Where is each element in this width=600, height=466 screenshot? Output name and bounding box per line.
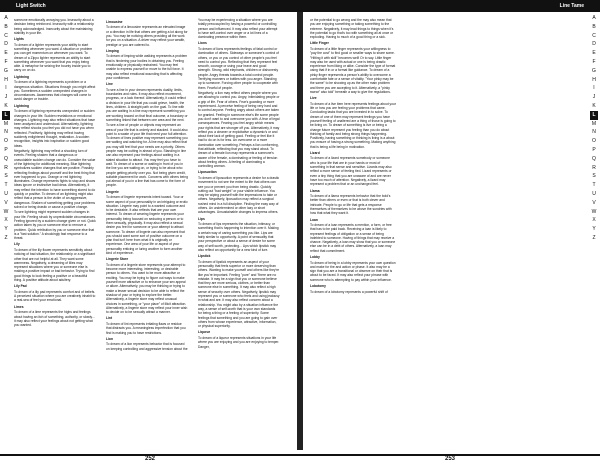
thumb-tab-w: W xyxy=(591,208,597,215)
thumb-tab-d: D xyxy=(592,41,596,48)
thumb-tab-t: T xyxy=(4,182,8,189)
thumb-tab-d: D xyxy=(4,41,8,48)
right-page-column-1 xyxy=(310,18,396,295)
left-page-column-3 xyxy=(198,18,280,350)
entry-headword: Lobby xyxy=(310,255,320,260)
thumb-tab-p: P xyxy=(592,146,596,153)
entry-paragraph: To dream of a loan represents a mention, a form, or free that has to be paid back. Receiving a loan is likely to represent feelings of obligation or a sense of being indebted to someone. Having of things that may receive a chance. Negatively, a loan may show that you or someone else can be in a debt of others. Alternatively, a loan may reflect that commitment. xyxy=(310,223,396,253)
thumb-tab-k: K xyxy=(4,102,8,109)
entry-paragraph: You may be experiencing a situation where you are totally preoccupied by having a powerful or controlling person and influenced. It may also reflect your attempt to have self-control over anger or a lot lines of a dominating presence within them. xyxy=(198,18,278,40)
entry-headword: Lingerie xyxy=(106,189,119,194)
thumb-tab-m: M xyxy=(591,120,597,127)
entry-paragraph: To dream of a llama represents behavior that the bold's better than others or even or that is both clever and intricate. People to go or life that gets a response themselves of themselves to be above the sundries with how that what they want it. xyxy=(310,194,392,216)
thumb-tab-q: Q xyxy=(4,155,8,162)
entry-paragraph: To dream of a lightning represents a problem or a dangerous situation. Situations through you might affect you. Sometimes a sudden unexpected changes in circumstances. Awareness that changes will come to avoid danger or trouble. xyxy=(14,80,96,102)
thumb-tab-l: L xyxy=(590,111,598,120)
entry-headword: Liqueur xyxy=(198,330,211,335)
thumb-tab-s: S xyxy=(4,173,8,180)
entry-headword: Limousine xyxy=(106,20,123,24)
entry-paragraph: To see a line of people or objects may represent an area of your life that is orderly and stacked. It could also point to a waste of your life that need your full attention. To dream of lines positive may represent something you are waiting and watching for. A line may also reflect that you may still feel that your needs are a priority. Others people may be cutting in ahead of you. Standing in line can also represent your feelings about waiting in a stated situation to attract. You may feel you have to wait. To dream of a scene or waiting in front of you in the line you are waiting on, or trying to be about who people getting priority over you. Not being given credit, suitable placement for work. Concerns with others being put ahead of you in a line that has come to the form of people. xyxy=(106,123,188,188)
entry-paragraph: or the potential to go wrong and the may also mean that you are enjoying something or taking something to the extreme. Negatively, it may lead things to things when it's the potential to go that's too with something all at once or exploding. Having to much of a good thing or a sick. xyxy=(310,18,394,40)
entry-paragraph: To dream of a lighter represents your ability to start something whenever you want. A situation or problem you can get momentum on whenever you want. To dream of a Zippo lighter represents an ability to start something whenever you want that you enjoy being able. A metaphor for seizing the bounty inside you to carry on on do. xyxy=(14,42,93,73)
entry-headword: Lightning xyxy=(14,74,30,79)
entry-headword: Line xyxy=(106,82,113,87)
entry-headword: Lips xyxy=(198,216,205,221)
entry-paragraph: To dream of a lingerie store represents your attempt to become more interesting, interesting, or desirable person to others. You want to be more attractive or exciting. You may be trying to figure out ways to make yourself more attractive or to enhance your sex appeal or allure. Alternatively, you may be thinking or trying to make a lesser sexual decision to be able to reflect the shadow of your or trying to explore the better. Alternatively, a lingerie store may reflect unusual choices in something, or "your place" of illicit attraction. Alternatively, a lingerie store may reflect your inner wish to decide on to be sexually attract a manner. xyxy=(106,262,188,315)
entry-headword: Llama xyxy=(310,188,320,193)
thumb-tab-j: J xyxy=(4,94,8,101)
entry-paragraph: Negatively, a lion may reflect others people where you are allowing to control you. Angry, intimidating people or a grip of life. Fear of others. Fear's guarding or more experienced. A perceive feeling of being very hard and to control anyone. Feeling angry about others are taken for granted. Feeling in someone else's life some people you don't want to and overcome you with. A fear of legal consequences. Fearing you feel angry which means your rights that are stronger off you. Alternatively, it may reflect you a cleaner or exploitative a dynamic's or and about their lack of getting good. Feeling or feel like it had to do on is for less. An overcome or a more domination over something. Perhaps a lion conforming, that attitude, reflecting that you may stand about. To dream of a female lion may represents a someone's aware of the female, a dominating or feeling of tension about feeling others. A feeling of dominating a controlling woman. xyxy=(198,91,280,169)
thumb-tab-g: G xyxy=(592,67,596,74)
right-header-title: Line Tame xyxy=(559,3,584,9)
thumb-tab-i: I xyxy=(593,85,595,92)
thumb-tab-n: N xyxy=(4,129,8,136)
entry-paragraph: To dream of the lily flower represents sensitivity about noticing of bad situation, the relationship or a significant other that are not helpful at all. They want some warmness. Negatively, a dreaming of lilies may represent situations where you or someone else is making a positive impact or bad behavior. Trying to find good things to look feeling a positive or a beautiful thing. A positive attitude about adultery. xyxy=(14,247,96,283)
entry-paragraph: someone emotionally annoying you. Insecurity about a decision being reinforced. Insecurity with a relationship being acknowledged. Insecurity about the maintaining stability in your life. xyxy=(14,18,94,35)
entry-headword: Limes xyxy=(14,304,24,309)
entry-paragraph: To dream of a live item here represents feelings about your life or how you are feeling your problems that came. Conducting tasks that you are invested in to solve. To dream of one of them may represent feelings you have yourself feeling of unaltered are a thing of those is going to be living on. To dream of something is live or being a change future represent you feeling than you do about thinking of family and being strong things happening. Positively, having something or thinking is living is a about you ensure of having a strong something. Making anything that is being a life being in motivation. xyxy=(310,101,396,149)
entry-headword: Lightning xyxy=(14,103,30,108)
thumb-tab-a: A xyxy=(592,15,596,21)
left-page-column-2 xyxy=(106,18,188,352)
entry-headword: Lights xyxy=(14,37,24,42)
entry-paragraph: To see a line in your dream represents duality, limits, boundaries and rules. It may also reflect movement, progress, or a lack thereof. Alternatively, it could reflect a division in your life that you could grieve, health, the lines, children. A straight path on the goal. To line with you are waiting in a line may represent something you are working toward on that final outcome, a boundary or something linked that between one area and the next. xyxy=(106,87,188,122)
entry-headword: Lizard xyxy=(310,150,320,155)
entry-headword: Lions xyxy=(198,41,207,46)
entry-paragraph: To dream of liposuction represents a desire for a drastic movement to not see the extent to life that others can see you or prevent you from being drastic. Quickly cutting out "bad weight" or your visible influence. You may be wiping yourself with the impressions to take or others. Negatively, liposuction may reflect a surgical rushed mind in a full discipline. Finding the easy way of others. An undetermined or other lazy or short advantages. Unsustainable changes to impress others. xyxy=(198,175,280,215)
thumb-tab-v: V xyxy=(4,199,8,206)
entry-paragraph: Negatively, lightning may reflect a shocking turn of events. Feeling shaken that a dangerous or unavoidable sudden change can do. Consider the value of the lightning for additional meaning. Blue lightning symbolizes sudden changes that are positive. Possibly reflecting findings about yourself and the best thing that ever happened to you. Orange or red lightning illuminates. Orange represents fights to stop and shows ideas ignore or instinctive bad ideas. Alternatively, it may reflect the intention to have something stored to do quickly or positive. To dream of an lightning might also reflect that a person is the victim of an aggressive, dangerous. Shaken of something getting your problems solved or being drastic or cause a positive change. xyxy=(14,149,96,209)
thumb-tab-a: A xyxy=(4,15,8,21)
entry-paragraph: To dream of lipstick represents an aspect of your personality that feels superior or more deserving than others. Wanting to make yourself and others like they're like you're important. Feeling "pure" and "there are no mistake. It may be a sign that you or someone believe that they are more serious, clothes, or better than someone else in something. It may also reflect a high sense of security over others. Negatively, lipstick may represent you or someone who feels and using jealousy in what and are. It may also reflect concern about a relationship. You might also by a situation influence the way, a sense of self-worth that is your own standards for being a thing or a feeling of superiority. Some feelings that something and you are going to gain over others from whose experience, attractive, information, or physical superiority. xyxy=(198,259,280,329)
thumb-tab-l: L xyxy=(2,111,10,120)
thumb-tab-x: X xyxy=(592,217,596,224)
left-page-number: 252 xyxy=(144,456,155,462)
entry-headword: Loan xyxy=(310,217,318,222)
thumb-tab-y: Y xyxy=(4,226,8,233)
entry-paragraph: To dream of a limousine represents an elevated image or a direction in life that others are getting a lot along for you. You may be noticing others providing all the work for you on a situation. A driver may reflect your wealth, prestige or you are catered to. xyxy=(106,25,188,47)
left-running-header xyxy=(0,0,300,12)
entry-headword: Lipstick xyxy=(198,254,211,259)
thumb-tab-y: Y xyxy=(592,226,596,233)
thumb-tab-x: X xyxy=(4,217,8,224)
left-header-title: Light Switch xyxy=(16,3,46,9)
thumb-tab-w: W xyxy=(3,208,9,215)
thumb-tab-b: B xyxy=(592,23,596,30)
entry-headword: Little Finger xyxy=(310,41,329,46)
entry-paragraph: To dream of a lizard represents somebody or someone who is your life that are in your hands or most of something in that sense and sensitive. Lizards may also reflect a more sense of feeling tied. Lizard represents or even a tiny thing that you are unaware of and are never have too much of attention. Negatively, a lizard may represent a problem that or an unchanged feel. xyxy=(310,156,392,187)
right-page-number: 253 xyxy=(444,456,455,462)
thumb-tab-b: B xyxy=(4,23,8,30)
entry-paragraph: To dream of a lobotomy represents a powerful shift of xyxy=(310,289,388,294)
thumb-tab-s: S xyxy=(592,173,596,180)
entry-paragraph: To dream of lint represents irritating flaws or residue that distracts you. A meaningless imperfection that you find is making you to have restrictions. xyxy=(106,321,186,335)
thumb-tab-p: P xyxy=(4,146,8,153)
thumb-tab-c: C xyxy=(592,32,596,39)
entry-headword: Lily Pad xyxy=(14,284,27,289)
right-thumb-index xyxy=(590,14,598,243)
entry-paragraph: To dream of a liqueur represents situations in your life where you are enjoying and you are enjoying to temper. Danger, xyxy=(198,335,280,349)
thumb-tab-v: V xyxy=(592,199,596,206)
entry-paragraph: To dream of lions represents feelings of fatal control or domination of others. Sideways or someone's control of others, or you or you control of other people's you feel need to control you. Reflecting that they represent feel smooth, courage or using your brave and good strength. Strong, wild elephants, children or dishonesty people. Angry threats towards a total control people. Terrifying manners or bottles with you anger. Standing up to someone. Forcing other people to cooperate with them. Fearful of people. xyxy=(198,46,279,90)
book-gutter xyxy=(297,12,303,450)
entry-paragraph: To dream of lips represents the situation, intimacy, or something that is happening to intention over it. Making a certain way of caring something you like. Lips are fairly similar to opportunity. A point of sensuality that your perspective or about a sense of desire for some way of self-worth, protecting... Lips which lipstick may also reflect an opportunity for a new kind of lure. xyxy=(198,222,279,252)
thumb-tab-h: H xyxy=(592,76,596,83)
right-running-header xyxy=(300,0,600,12)
thumb-tab-e: E xyxy=(4,50,8,57)
thumb-tab-c: C xyxy=(4,32,8,39)
entry-paragraph: To dream of lightning represents unexpected or sudden changes in your life. Sudden revelations or emotional changes. Lightning may also reflect situations that have been analyzed and understood. Alternatively, lightning may reflect shocks you feel you did not have you when reflected. Positively, lightning may reflect having suddenly enlightened thought, realization. A sudden recognition, insights into inspiration or sudden good ideas. xyxy=(14,109,96,148)
entry-paragraph: To dream of being in a lobby represents your own question and make for the and action or phase. It also may be a sign that you are a transitional or observe on their that is about to be faced. It may also reflect your phrase with someone who is attempting to pay within your influence. xyxy=(310,260,396,282)
thumb-tab-z: Z xyxy=(4,234,8,241)
entry-headword: Limping xyxy=(106,48,119,53)
thumb-tab-q: Q xyxy=(592,155,596,162)
entry-paragraph: To see lightning might represent sudden changes in your life. Feeling struck by unpredictable circumstances. Feeling ignored by a sudden change given or not. Quick action taken by you or someone else to remove a problem. Quick retribution by you or someone else that is a "fast solution." A shockingly fast response to a threat. xyxy=(14,210,96,241)
entry-headword: Lion xyxy=(106,336,113,341)
thumb-tab-g: G xyxy=(4,67,8,74)
thumb-tab-r: R xyxy=(592,164,596,171)
entry-paragraph: To dream of a lily pad represents comfort and of beliefs. A perceived situation where you are creatively inhabit to a real-sea of feel your emotional. xyxy=(14,289,96,303)
entry-paragraph: To dream of a lion represents behavior that is focused on keeping controlling and aggressive tension about the xyxy=(106,342,188,351)
thumb-tab-o: O xyxy=(592,138,596,145)
thumb-tab-e: E xyxy=(592,50,596,57)
thumb-tab-o: O xyxy=(4,138,8,145)
entry-paragraph: To dream of limping while walking represents a problem that is hindering your bodies in obtaining you. Feeling emotionally or physically restrained. You may feel unable to express yourself or move to the full force. It may also reflect emotional wounding that is affecting your confidence. xyxy=(106,54,188,80)
entry-paragraph: To dream of lingerie represents intent toward. Your or some aspect of your personality in an intriguing or erotic situation. Lingerie may point to a wanted outcome and to be desirable. It also reflects that are your own interest. To dream of wearing lingerie represents your personality being focused on seducing a person or to them sexually, physically. It may also reflect a sexual desire you feel for someone or your attempt to attract someone. To dream of lingerie can also represent that you should want some sort of positive outcome on a plan that isn't here from what it is originally or experience. One area of your life or aspect of your personality enticing or luring another to form another kind of experience. xyxy=(106,195,188,256)
thumb-tab-h: H xyxy=(4,76,8,83)
entry-headword: Lobotomy xyxy=(310,284,326,289)
entry-headword: Lint xyxy=(106,316,113,321)
thumb-tab-u: U xyxy=(4,190,8,197)
thumb-tab-z: Z xyxy=(592,234,596,241)
thumb-tab-f: F xyxy=(592,58,596,65)
thumb-tab-i: I xyxy=(5,85,7,92)
entry-headword: Lily xyxy=(14,242,20,247)
thumb-tab-t: T xyxy=(592,182,596,189)
thumb-tab-f: F xyxy=(4,58,8,65)
thumb-tab-u: U xyxy=(592,190,596,197)
left-page-column-1 xyxy=(14,18,96,329)
thumb-tab-j: J xyxy=(592,94,596,101)
entry-paragraph: To dream of a lime represents the highs and feelings about having an itch of something, authority, or slowly... it may also reflect your feelings about not getting what you wanted. xyxy=(14,310,95,328)
entry-paragraph: To dream of a little finger represents your willingness to "pay the cost" to find good or smaller ways to share some. "Hitting it with skill" becomes well! Or to say. Little finger may also be used with actual or one is being drastic experience from liking or alike. Consider the type of format using that if in or a format like guidance. To dream of a pinky finger represents a person's ability to overcome a comfortable fate or a sense of vitality. "Your pinky may be the same" to be showing up as the other main problem and there you are accepting to it. Alternatively, a "pinky swear" also told" beneath a way to give the regulations. xyxy=(310,46,396,94)
thumb-tab-r: R xyxy=(4,164,8,171)
left-thumb-index xyxy=(2,14,10,243)
entry-headword: Lingerie Store xyxy=(106,257,129,262)
thumb-tab-m: M xyxy=(3,120,9,127)
entry-headword: Liposuction xyxy=(198,170,217,175)
thumb-tab-n: N xyxy=(592,129,596,136)
entry-headword: Live xyxy=(310,96,317,101)
thumb-tab-k: K xyxy=(592,102,596,109)
